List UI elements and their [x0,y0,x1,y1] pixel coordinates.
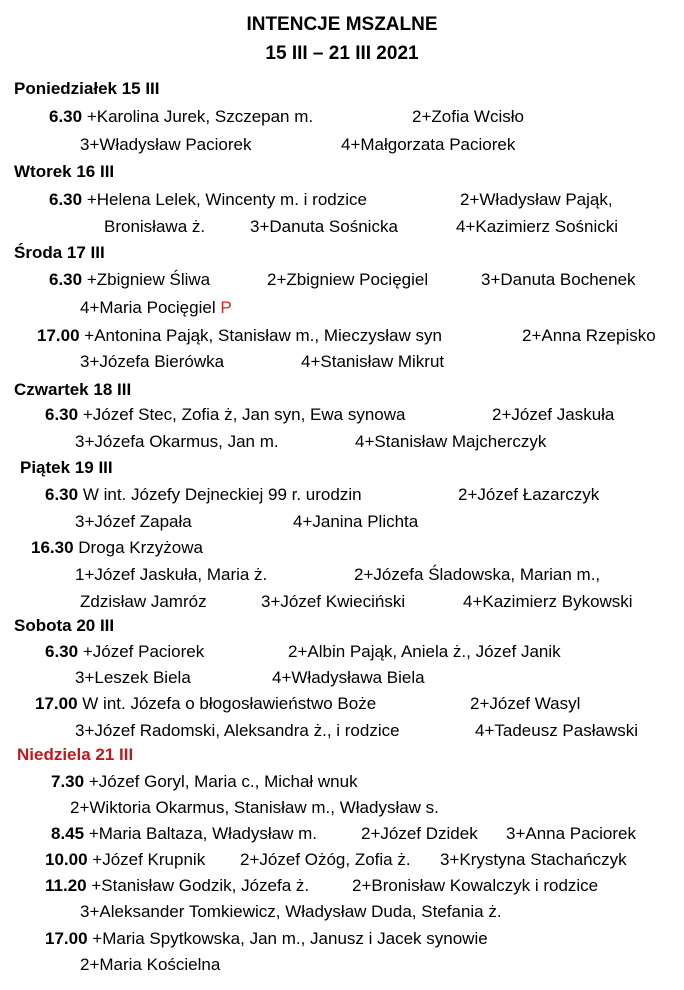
intention-entry: 4+Małgorzata Paciorek [341,135,516,154]
date-range: 15 III – 21 III 2021 [265,43,419,64]
intention-entry: 3+Anna Paciorek [506,824,636,843]
mass-time: 8.45 [51,824,85,843]
day-heading-tuesday: Wtorek 16 III [14,162,115,181]
intention-entry: 3+Aleksander Tomkiewicz, Władysław Duda, Stefania ż. [80,902,502,921]
day-heading-wednesday: Środa 17 III [14,243,105,262]
mass-time: 10.00 [45,850,88,869]
intention-line: 6.30 +Józef Paciorek [45,642,205,661]
day-heading-friday: Piątek 19 III [20,458,113,477]
intention-entry: 3+Krystyna Stachańczyk [440,850,627,869]
intention-entry: 4+Władysława Biela [272,668,425,687]
mass-time: 16.30 [31,538,74,557]
intention-entry: 2+Józef Łazarczyk [458,485,600,504]
intention-entry: 4+Tadeusz Pasławski [475,721,639,740]
intention-entry: 2+Albin Pająk, Aniela ż., Józef Janik [288,642,561,661]
intention-line: 6.30 +Zbigniew Śliwa [49,270,211,289]
mass-time: 17.00 [37,326,80,345]
intention-entry: 2+Zofia Wcisło [412,107,524,126]
intention-entry: 3+Władysław Paciorek [80,135,252,154]
intention-entry: 3+Józef Radomski, Aleksandra ż., i rodzice [75,721,400,740]
intention-line: 6.30 +Karolina Jurek, Szczepan m. [49,107,314,126]
intention-line: 7.30 +Józef Goryl, Maria c., Michał wnuk [51,772,358,791]
intention-entry: 2+Władysław Pająk, [460,190,613,209]
intention-line: 10.00 +Józef Krupnik [45,850,206,869]
intention-entry: 3+Danuta Sośnicka [250,217,398,236]
intention-entry: 2+Józef Ożóg, Zofia ż. [240,850,411,869]
intention-line: 17.00 W int. Józefa o błogosławieństwo Boże [35,694,377,713]
mass-time: 6.30 [49,270,83,289]
intention-entry: 4+Kazimierz Bykowski [463,592,633,611]
intention-entry: 3+Józef Kwieciński [261,592,406,611]
intention-entry: 4+Stanisław Majcherczyk [355,432,547,451]
mass-time: 6.30 [45,405,79,424]
document-title: INTENCJE MSZALNE [246,14,438,35]
day-heading-sunday: Niedziela 21 III [17,745,134,764]
intention-entry: 3+Józefa Bierówka [80,352,225,371]
intention-line: 6.30 +Józef Stec, Zofia ż, Jan syn, Ewa synowa [45,405,406,424]
intention-entry: Bronisława ż. [104,217,206,236]
intention-entry: 3+Józef Zapała [75,512,192,531]
intention-entry: 2+Józef Dzidek [361,824,478,843]
intention-entry: 2+Bronisław Kowalczyk i rodzice [352,876,599,895]
intention-entry: 4+Janina Plichta [293,512,419,531]
intention-line: 6.30 W int. Józefy Dejneckiej 99 r. urodzin [45,485,362,504]
intention-entry: 4+Kazimierz Sośnicki [456,217,619,236]
intention-entry: 2+Józef Jaskuła [492,405,615,424]
intention-line: 8.45 +Maria Baltaza, Władysław m. [51,824,317,843]
mass-time: 7.30 [51,772,85,791]
intention-entry: 4+Stanisław Mikrut [301,352,445,371]
intention-entry: Zdzisław Jamróz [80,592,207,611]
intention-line: 17.00 +Antonina Pająk, Stanisław m., Mieczysław syn [37,326,442,345]
mass-time: 6.30 [49,190,83,209]
intention-entry: 2+Wiktoria Okarmus, Stanisław m., Władysław s. [70,798,439,817]
intention-line: 11.20 +Stanisław Godzik, Józefa ż. [45,876,310,895]
mass-time: 17.00 [35,694,78,713]
mass-time: 11.20 [45,876,87,895]
mass-time: 6.30 [49,107,83,126]
intention-line: 17.00 +Maria Spytkowska, Jan m., Janusz i Jacek synowie [45,929,488,948]
day-heading-saturday: Sobota 20 III [14,616,115,635]
intention-entry: 2+Anna Rzepisko [522,326,656,345]
intention-line: 16.30 Droga Krzyżowa [31,538,203,557]
intention-entry: 2+Józef Wasyl [470,694,581,713]
intention-entry: 1+Józef Jaskuła, Maria ż. [75,565,268,584]
intention-entry: 2+Józefa Śladowska, Marian m., [354,565,601,584]
intention-entry: 3+Danuta Bochenek [481,270,636,289]
day-heading-thursday: Czwartek 18 III [14,380,132,399]
mass-time: 6.30 [45,642,79,661]
intention-entry: 3+Józefa Okarmus, Jan m. [75,432,279,451]
day-heading-monday: Poniedziałek 15 III [14,79,160,98]
mass-time: 17.00 [45,929,88,948]
red-mark: P [215,298,232,317]
intention-entry: 2+Zbigniew Pocięgiel [267,270,429,289]
intention-entry: 2+Maria Kościelna [80,955,221,974]
intention-line: 4+Maria Pocięgiel P [80,298,232,317]
intention-entry: 3+Leszek Biela [75,668,191,687]
intention-line: 6.30 +Helena Lelek, Wincenty m. i rodzice [49,190,367,209]
mass-time: 6.30 [45,485,79,504]
